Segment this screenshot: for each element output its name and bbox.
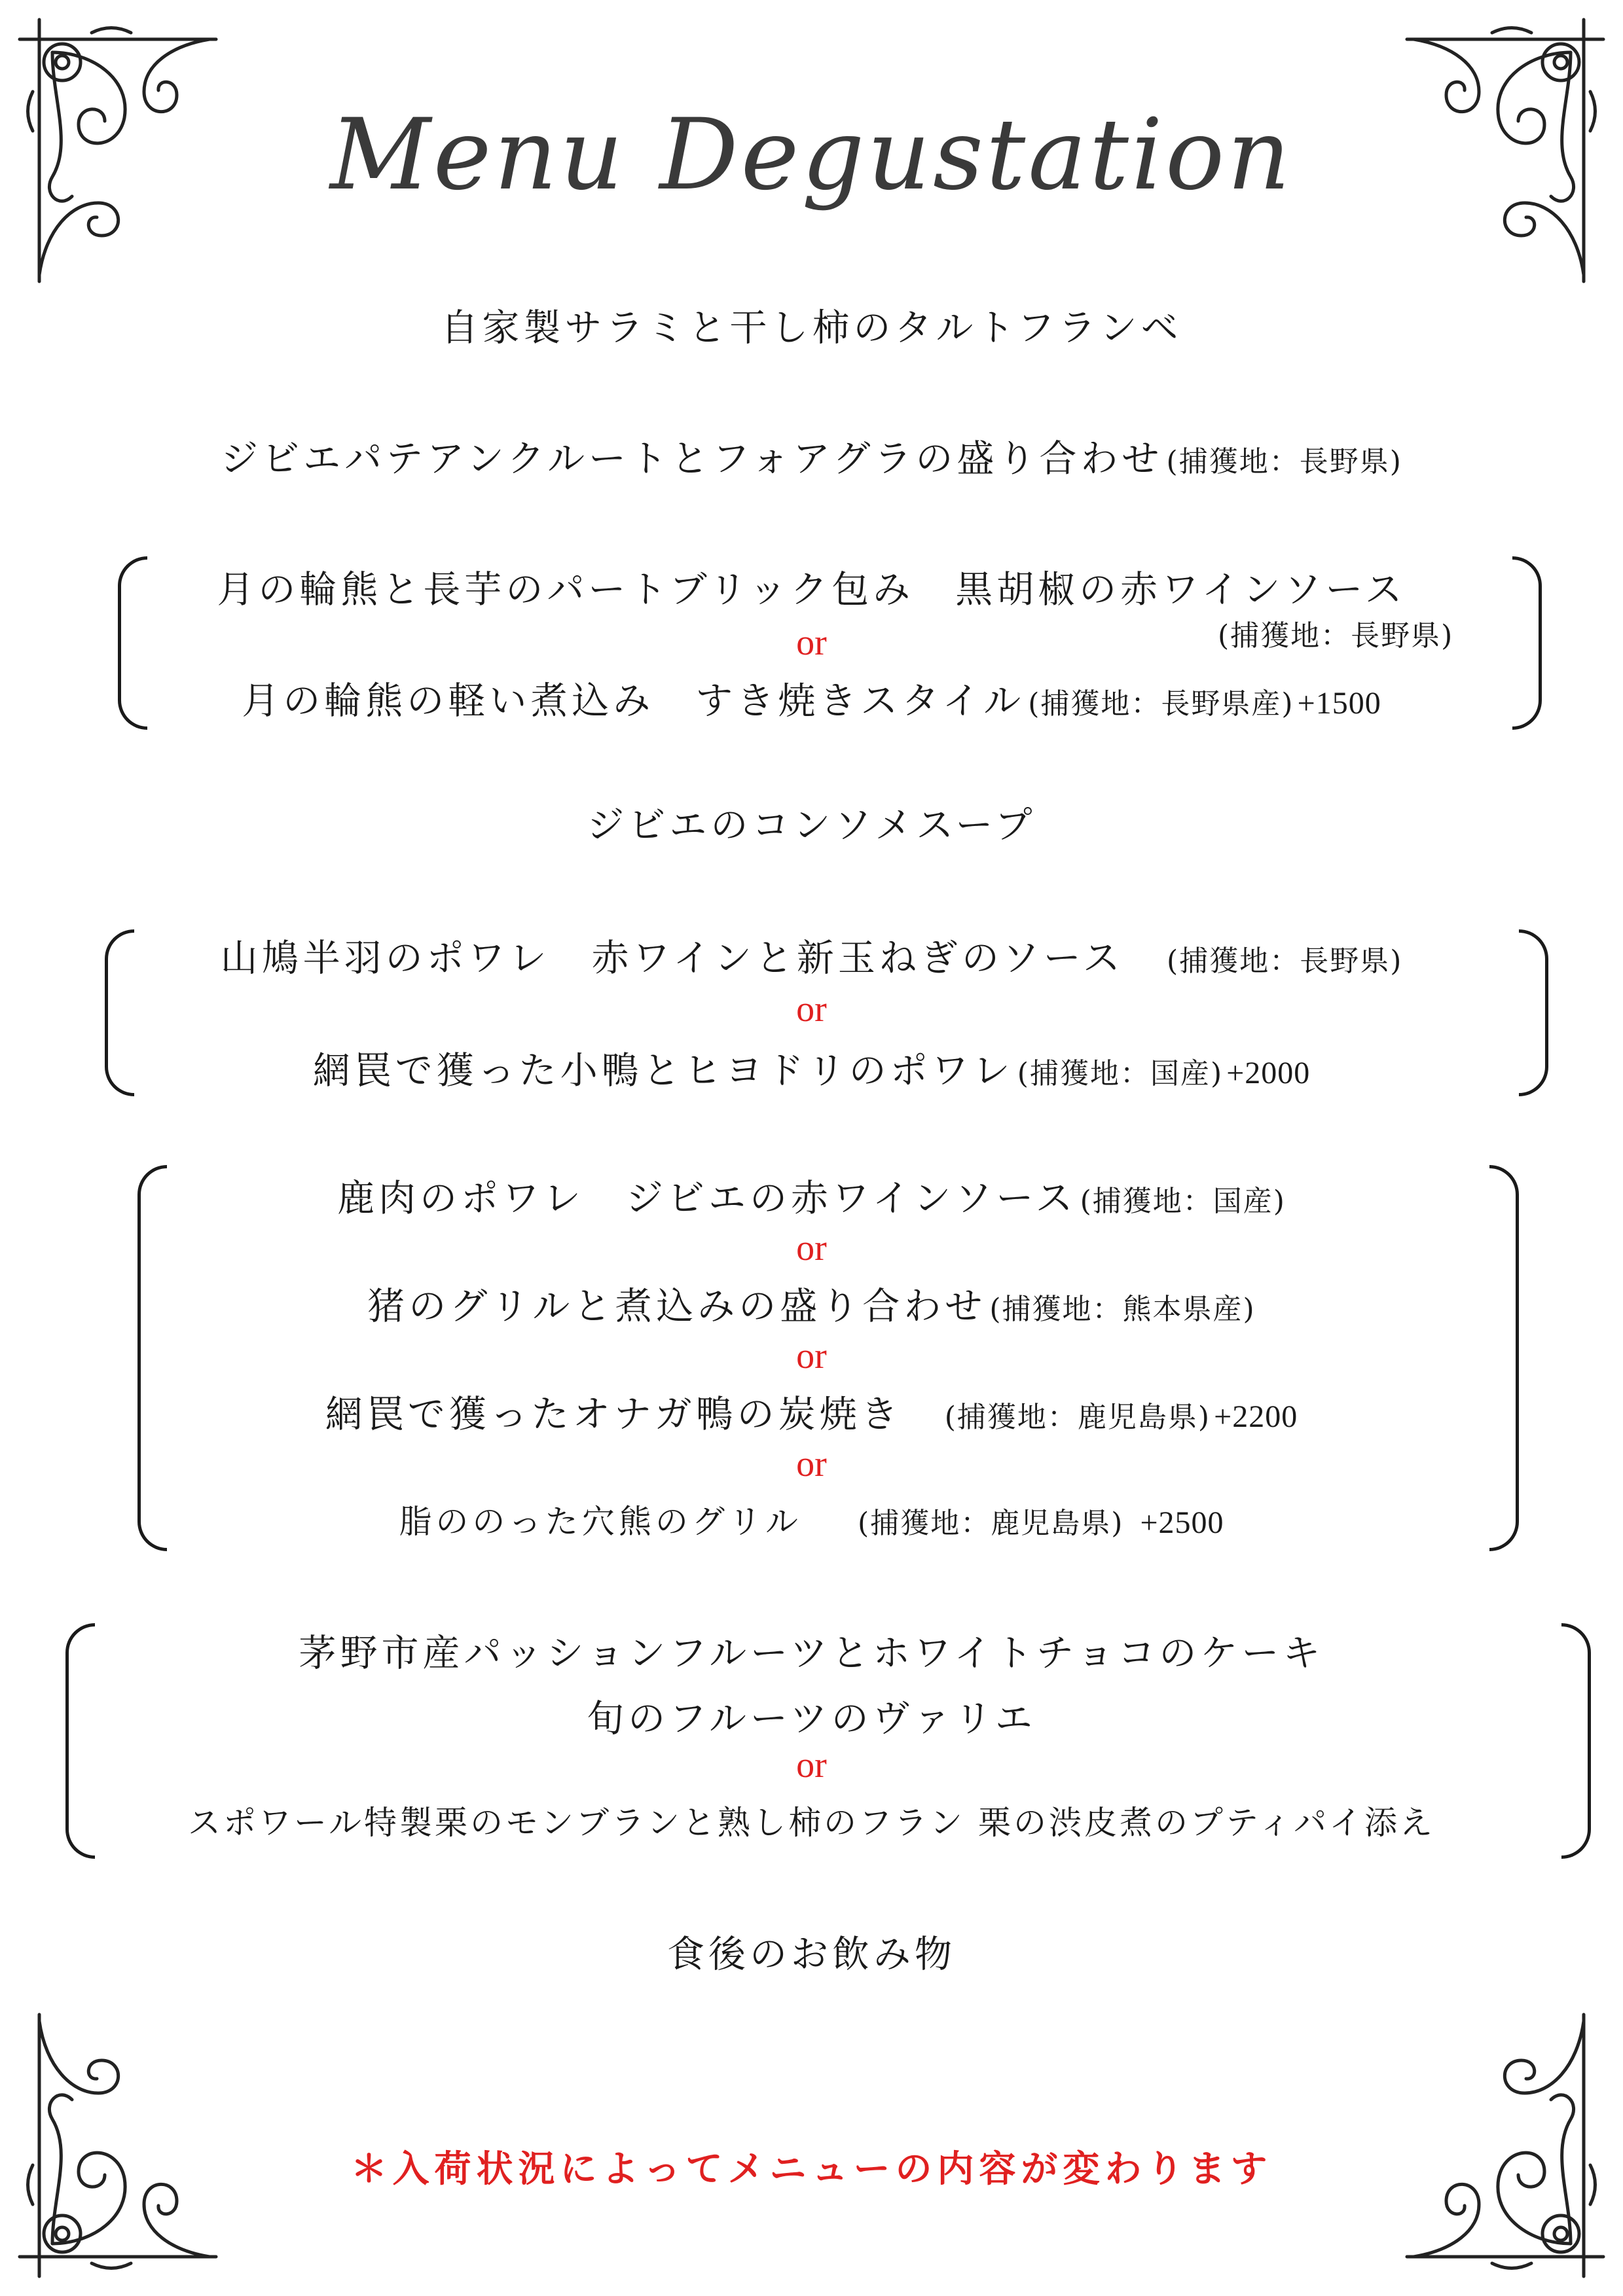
course-6-option-2-dish: 猪のグリルと煮込みの盛り合わせ bbox=[367, 1285, 987, 1328]
course-6-option-1 bbox=[0, 1168, 1623, 1222]
course-5-option-2 bbox=[0, 1041, 1623, 1094]
course-6-option-4-origin: (捕獲地：鹿児島県) bbox=[858, 1507, 1124, 1540]
course-5-option-2-dish: 網罠で獲った小鴨とヒヨドリのポワレ bbox=[312, 1049, 1014, 1092]
course-3-option-2 bbox=[0, 671, 1623, 725]
or-separator: or bbox=[796, 622, 827, 663]
course-6-option-2-origin: (捕獲地：熊本県産) bbox=[989, 1293, 1256, 1326]
or-separator: or bbox=[796, 1228, 827, 1268]
course-5-option-1-origin: (捕獲地：長野県) bbox=[1167, 944, 1403, 978]
course-5-option-2-origin: (捕獲地：国産) bbox=[1017, 1057, 1224, 1090]
course-7-option-2: スポワール特製栗のモンブランと熟し柿のフラン 栗の渋皮煮のプティパイ添え bbox=[188, 1804, 1435, 1842]
or-separator: or bbox=[796, 1336, 827, 1376]
course-8-dish: 食後のお飲み物 bbox=[667, 1933, 956, 1976]
course-5-option-2-price: +2000 bbox=[1226, 1056, 1311, 1090]
course-6-option-3-origin: (捕獲地：鹿児島県) bbox=[944, 1401, 1211, 1434]
course-5-option-1 bbox=[0, 928, 1623, 982]
course-1-dish: 自家製サラミと干し柿のタルトフランベ bbox=[441, 306, 1182, 350]
course-3-option-2-dish: 月の輪熊の軽い煮込み すき焼きスタイル bbox=[242, 679, 1025, 723]
course-3-option-2-price: +1500 bbox=[1297, 686, 1381, 721]
course-6-option-2 bbox=[0, 1276, 1623, 1330]
course-4-dish: ジビエのコンソメスープ bbox=[587, 804, 1036, 847]
course-6-option-4 bbox=[0, 1496, 1623, 1543]
course-2-origin: (捕獲地：長野県) bbox=[1166, 445, 1402, 478]
course-7-option-1-line-2: 旬のフルーツのヴァリエ bbox=[587, 1697, 1036, 1740]
or-separator: or bbox=[796, 1745, 827, 1785]
course-3-option-2-origin: (捕獲地：長野県産) bbox=[1028, 687, 1294, 721]
course-3-option-1-dish: 月の輪熊と長芋のパートブリック包み 黒胡椒の赤ワインソース bbox=[217, 568, 1406, 611]
course-2 bbox=[0, 429, 1623, 482]
course-2-dish: ジビエパテアンクルートとフォアグラの盛り合わせ bbox=[221, 437, 1163, 480]
course-6-option-3-dish: 網罠で獲ったオナガ鴨の炭焼き bbox=[325, 1393, 902, 1436]
course-6-option-1-origin: (捕獲地：国産) bbox=[1080, 1185, 1286, 1218]
course-3-option-1-origin: (捕獲地：長野県) bbox=[1218, 619, 1454, 653]
menu-title: Menu Degustation bbox=[330, 98, 1293, 212]
course-6-option-1-dish: 鹿肉のポワレ ジビエの赤ワインソース bbox=[337, 1177, 1077, 1220]
or-separator: or bbox=[796, 1444, 827, 1484]
course-6-option-3-price: +2200 bbox=[1214, 1399, 1298, 1434]
course-6-option-4-dish: 脂ののった穴熊のグリル bbox=[399, 1503, 802, 1541]
course-6-option-3 bbox=[0, 1384, 1623, 1438]
availability-notice: ＊入荷状況によってメニューの内容が変わります bbox=[350, 2147, 1273, 2191]
course-7-option-1-line-1: 茅野市産パッションフルーツとホワイトチョコのケーキ bbox=[299, 1632, 1324, 1675]
course-5-option-1-dish: 山鳩半羽のポワレ 赤ワインと新玉ねぎのソース bbox=[220, 937, 1124, 980]
course-6-option-4-price: +2500 bbox=[1140, 1505, 1224, 1540]
or-separator: or bbox=[796, 989, 827, 1030]
